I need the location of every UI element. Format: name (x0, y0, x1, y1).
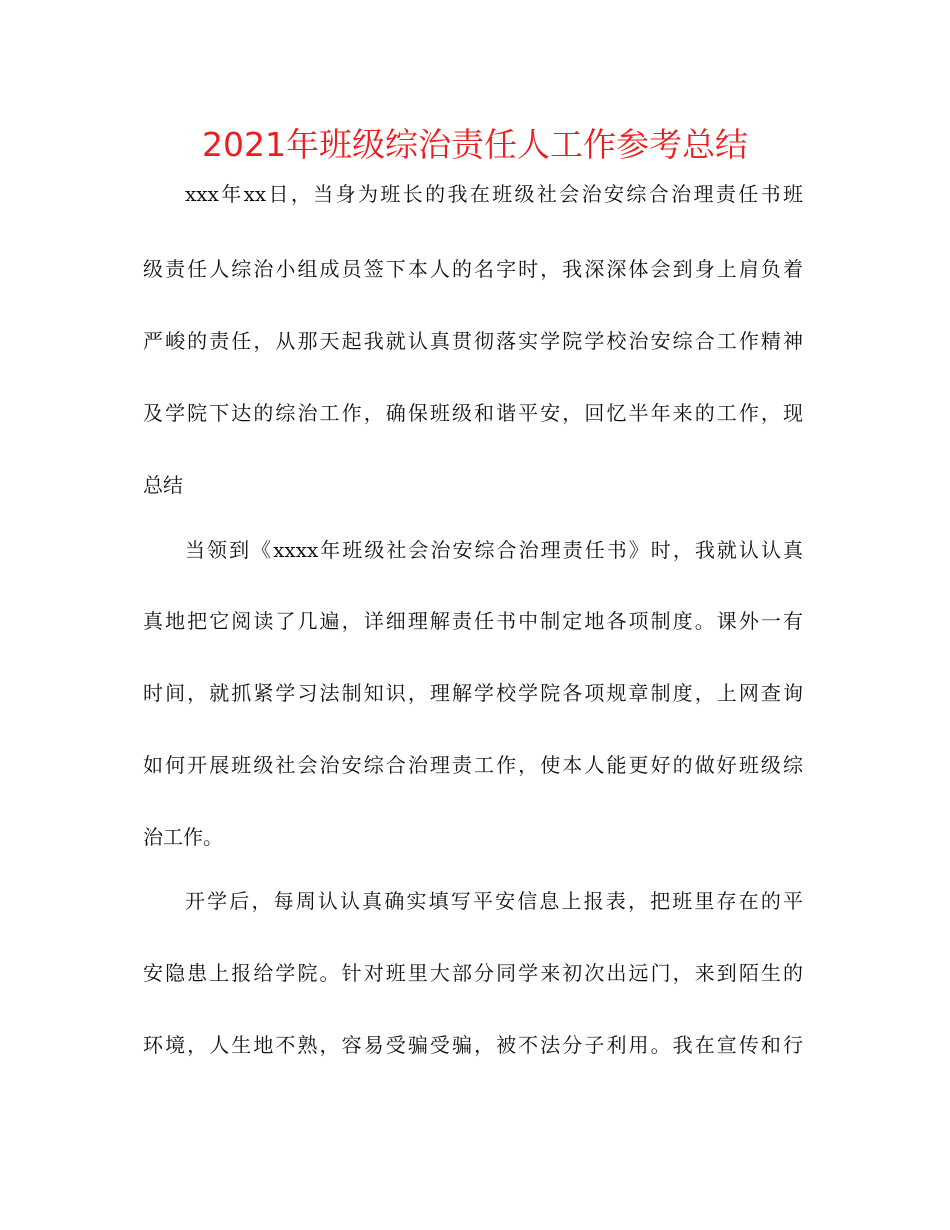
paragraph-3-line-3: 环境，人生地不熟，容易受骗受骗，被不法分子利用。我在宣传和行 (143, 1033, 803, 1057)
paragraph-3-line-1: 开学后，每周认认真确实填写平安信息上报表，把班里存在的平 (185, 889, 803, 913)
paragraph-2-line-4: 如何开展班级社会治安综合治理责工作，使本人能更好的做好班级综 (143, 753, 803, 777)
paragraph-1-line-4: 及学院下达的综治工作，确保班级和谐平安，回忆半年来的工作，现 (143, 401, 803, 425)
paragraph-3-line-2: 安隐患上报给学院。针对班里大部分同学来初次出远门，来到陌生的 (143, 961, 803, 985)
paragraph-1-line-3: 严峻的责任，从那天起我就认真贯彻落实学院学校治安综合工作精神 (143, 329, 803, 353)
paragraph-1-line-5: 总结 (143, 473, 183, 497)
paragraph-2-line-3: 时间，就抓紧学习法制知识，理解学校学院各项规章制度，上网查询 (143, 681, 803, 705)
paragraph-2-line-2: 真地把它阅读了几遍，详细理解责任书中制定地各项制度。课外一有 (143, 609, 803, 633)
paragraph-2-line-5: 治工作。 (143, 825, 223, 849)
paragraph-2-line-1: 当领到《xxxx年班级社会治安综合治理责任书》时，我就认认真 (185, 538, 803, 562)
paragraph-1-line-2: 级责任人综治小组成员签下本人的名字时，我深深体会到身上肩负着 (143, 257, 803, 281)
paragraph-1-line-1: xxx年xx日，当身为班长的我在班级社会治安综合治理责任书班 (185, 182, 803, 206)
document-title: 2021年班级综治责任人工作参考总结 (202, 125, 748, 164)
